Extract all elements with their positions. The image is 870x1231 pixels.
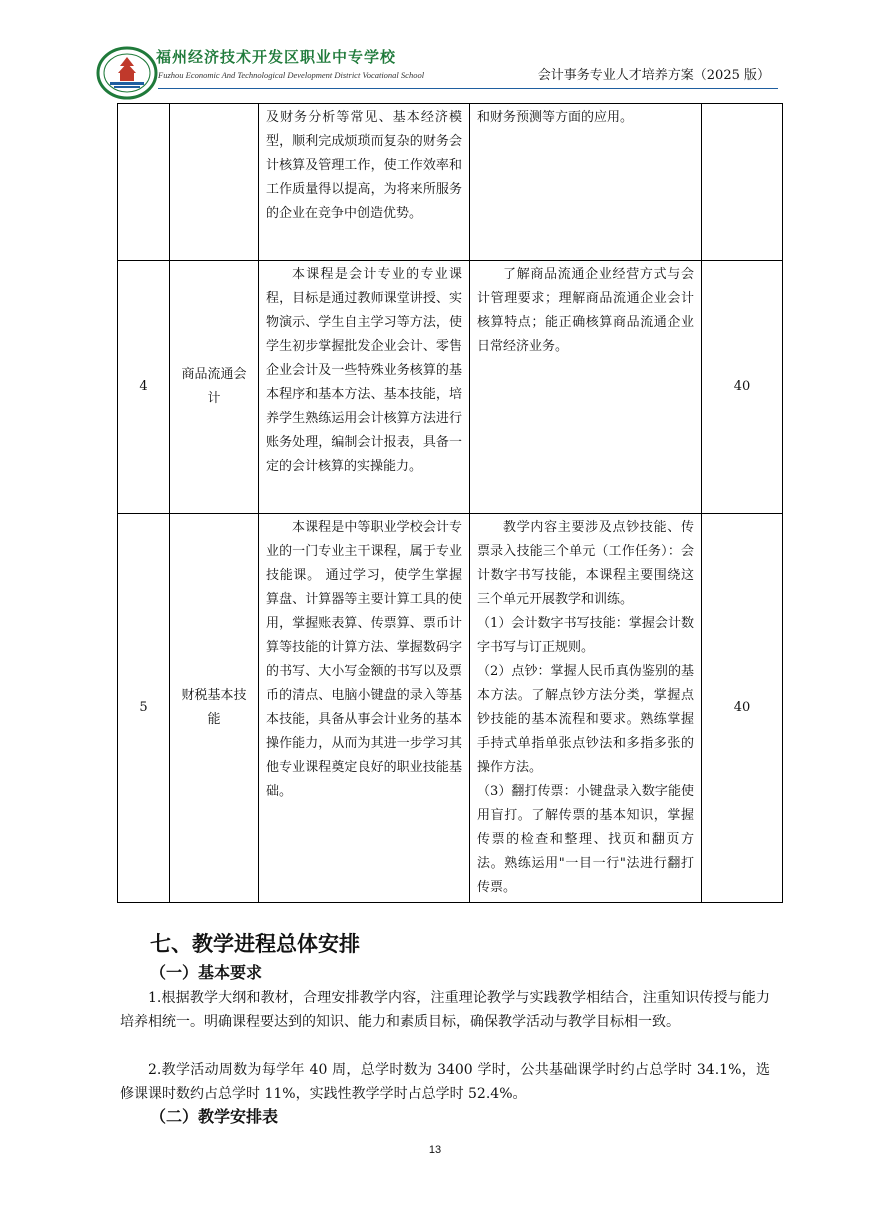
- page-header: [96, 40, 776, 104]
- table-row: [118, 104, 783, 261]
- document-title: 会计事务专业人才培养方案（2025 版）: [537, 68, 770, 83]
- subsection-title: （一）基本要求: [150, 963, 263, 982]
- table-row: [118, 514, 783, 903]
- course-number: 5: [118, 514, 170, 903]
- course-objective: 本课程是会计专业的专业课程，目标是通过教师课堂讲授、实物演示、学生自主学习等方法，使学生初步掌握批发企业会计、零售企业会计及一些特殊业务核算的基本程序和基本方法、基本技能，培养学生熟练运用会计核算方法进行账务处理，编制会计报表，具备一定的会计核算的实操能力。: [259, 261, 470, 514]
- content-paragraph: （1）会计数字书写技能：掌握会计数字书写与订正规则。: [477, 616, 694, 655]
- content-paragraph: 和财务预测等方面的应用。: [477, 110, 634, 125]
- course-hours: 40: [702, 514, 783, 903]
- course-content: [470, 261, 702, 514]
- course-objective: 及财务分析等常见、基本经济模型，顺利完成烦琐而复杂的财务会计核算及管理工作，使工作效率和工作质量得以提高，为将来所服务的企业在竞争中创造优势。: [259, 104, 470, 261]
- table-row: [118, 261, 783, 514]
- course-name: [170, 104, 259, 261]
- section-title: 七、教学进程总体安排: [150, 932, 360, 956]
- course-number: [118, 104, 170, 261]
- school-seal-icon: [96, 46, 158, 100]
- content-paragraph: 了解商品流通企业经营方式与会计管理要求；理解商品流通企业会计核算特点；能正确核算商品流通企业日常经济业务。: [477, 267, 694, 354]
- course-name: 财税基本技能: [170, 514, 259, 903]
- content-paragraph: （3）翻打传票：小键盘录入数字能使用盲打。了解传票的基本知识，掌握传票的检查和整理、找页和翻页方法。熟练运用"一目一行"法进行翻打传票。: [477, 784, 694, 895]
- school-name-english: Fuzhou Economic And Technological Development District Vocational School: [158, 70, 425, 80]
- course-hours: 40: [702, 261, 783, 514]
- paragraph: 1.根据教学大纲和教材，合理安排教学内容，注重理论教学与实践教学相结合，注重知识传授与能力培养相统一。明确课程要达到的知识、能力和素质目标，确保教学活动与教学目标相一致。: [120, 990, 770, 1030]
- course-table: [117, 103, 783, 903]
- content-paragraph: （2）点钞：掌握人民币真伪鉴别的基本方法。了解点钞方法分类，掌握点钞技能的基本流程和要求。熟练掌握手持式单指单张点钞法和多指多张的操作方法。: [477, 664, 694, 775]
- course-objective: 本课程是中等职业学校会计专业的一门专业主干课程，属于专业技能课。 通过学习，使学生掌握算盘、计算器等主要计算工具的使用，掌握账表算、传票算、票币计算等技能的计算方法、掌握数码字的书写、大小写金额的书写以及票币的清点、电脑小键盘的录入等基本技能，具备从事会计业务的基本操作能力，从而为其进一步学习其他专业课程奠定良好的职业技能基础。: [259, 514, 470, 903]
- subsection-title: （二）教学安排表: [150, 1107, 279, 1126]
- content-paragraph: 教学内容主要涉及点钞技能、传票录入技能三个单元（工作任务）：会计数字书写技能，本课程主要围绕这三个单元开展教学和训练。: [477, 520, 694, 607]
- course-number: 4: [118, 261, 170, 514]
- course-content: [470, 104, 702, 261]
- school-name: 福州经济技术开发区职业中专学校: [156, 48, 397, 66]
- page-number: 13: [428, 1144, 442, 1156]
- course-content: [470, 514, 702, 903]
- course-hours: [702, 104, 783, 261]
- course-name: 商品流通会计: [170, 261, 259, 514]
- header-divider: [158, 88, 778, 89]
- paragraph: 2.教学活动周数为每学年 40 周，总学时数为 3400 学时，公共基础课学时约占总学时 34.1%，选修课课时数约占总学时 11%，实践性教学学时占总学时 52.4%。: [120, 1062, 770, 1102]
